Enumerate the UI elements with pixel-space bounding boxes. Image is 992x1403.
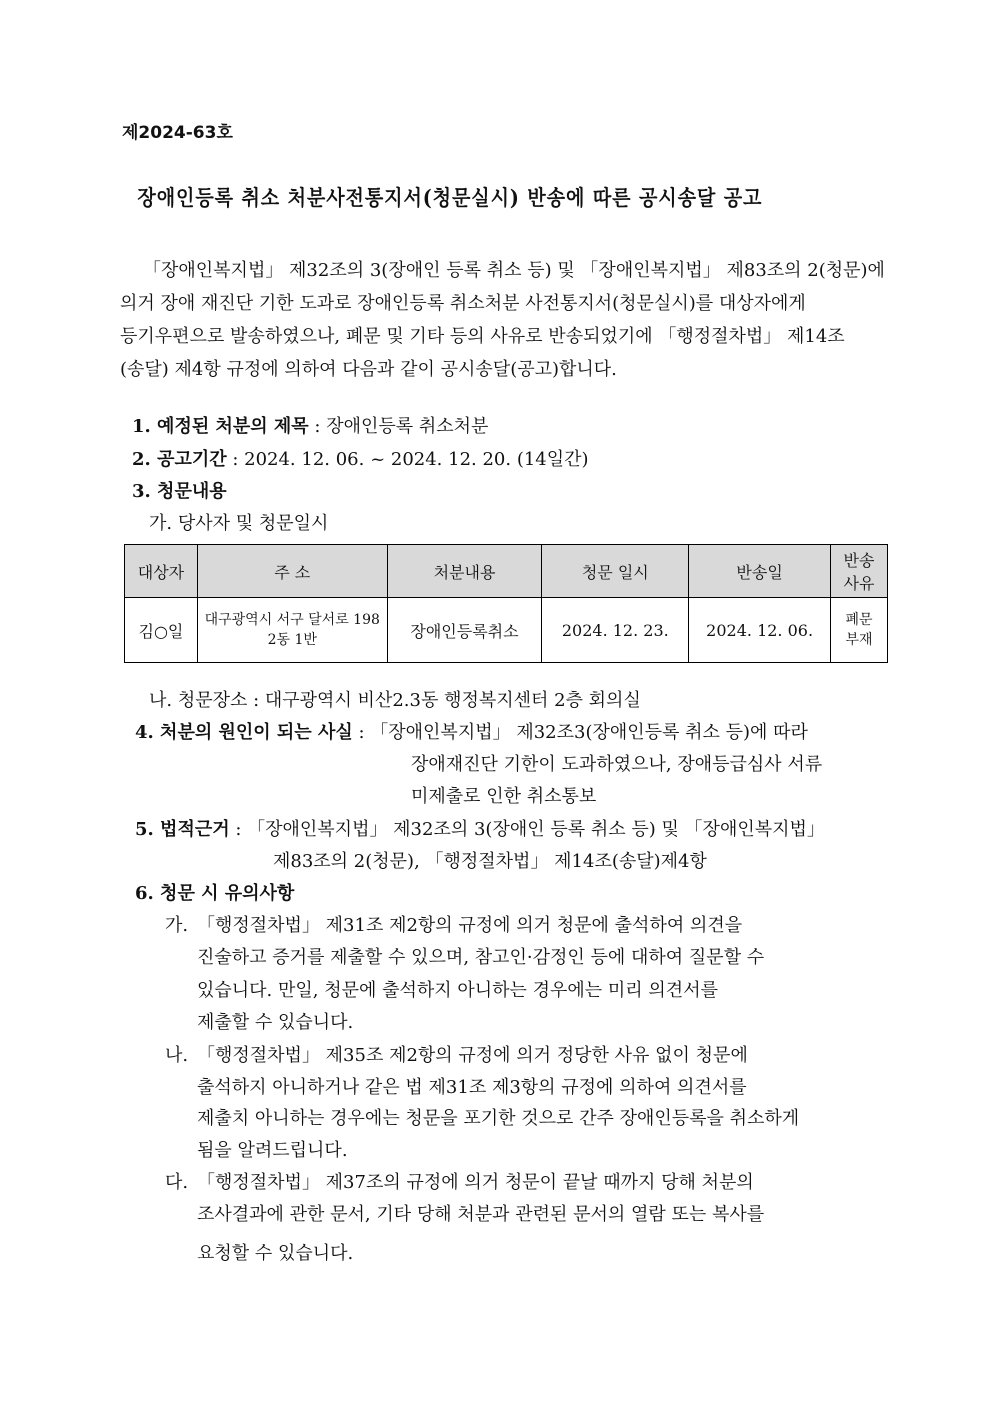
header-target: 대상자 [125,545,198,598]
note-line: 요청할 수 있습니다. [197,1243,354,1264]
document-number: 제2024-63호 [122,123,233,143]
item-2-label: 2. 공고기간 [132,449,227,470]
item-2-sep: : [226,449,245,470]
document-title: 장애인등록 취소 처분사전통지서(청문실시) 반송에 따른 공시송달 공고 [137,185,763,210]
note-line: 「행정절차법」 제35조 제2항의 규정에 의거 정당한 사유 없이 청문에 [197,1045,748,1066]
note-line: 출석하지 아니하거나 같은 법 제31조 제3항의 규정에 의하여 의견서를 [197,1077,747,1098]
cell-target: 김○일 [125,598,198,663]
note-line: 있습니다. 만일, 청문에 출석하지 아니하는 경우에는 미리 의견서를 [197,980,718,1001]
note-line: 제출할 수 있습니다. [197,1012,354,1033]
item-4-sep: : [352,722,371,743]
intro-line: 의거 장애 재진단 기한 도과로 장애인등록 취소처분 사전통지서(청문실시)를 대상자에게 [120,293,806,314]
cell-return-date: 2024. 12. 06. [689,598,831,663]
intro-line: 「장애인복지법」 제32조의 3(장애인 등록 취소 등) 및 「장애인복지법」 제83조의 2(청문)에 [143,260,885,281]
header-address: 주 소 [197,545,387,598]
note-marker: 나. [165,1045,189,1066]
item-5-line: 제83조의 2(청문), 「행정절차법」 제14조(송달)제4항 [273,851,707,872]
header-disposition: 처분내용 [387,545,542,598]
item-3-sub-b: 나. 청문장소 : 대구광역시 비산2.3동 행정복지센터 2층 회의실 [149,690,641,711]
header-hearing-date: 청문 일시 [542,545,689,598]
hearing-table [124,544,888,663]
item-3-sub-a: 가. 당사자 및 청문일시 [149,513,329,534]
cell-hearing-date: 2024. 12. 23. [542,598,689,663]
cell-address-line: 대구광역시 서구 달서로 198 [204,612,380,628]
item-3-label: 3. 청문내용 [132,481,227,502]
item-5-sep: : [229,819,248,840]
header-return-reason [831,545,888,598]
cell-return-reason-line: 부재 [845,632,873,648]
header-return-reason-line: 사유 [843,574,875,593]
item-4 [135,718,808,744]
item-2-value: 2024. 12. 06. ~ 2024. 12. 20. (14일간) [244,449,589,470]
cell-disposition: 장애인등록취소 [387,598,542,663]
item-1-sep: : [308,416,327,437]
item-4-line: 「장애인복지법」 제32조3(장애인등록 취소 등)에 따라 [370,722,808,743]
note-line: 진술하고 증거를 제출할 수 있으며, 참고인·감정인 등에 대하여 질문할 수 [197,947,765,968]
cell-return-reason-line: 폐문 [845,612,873,628]
item-5-line: 「장애인복지법」 제32조의 3(장애인 등록 취소 등) 및 「장애인복지법」 [247,819,825,840]
intro-line: (송달) 제4항 규정에 의하여 다음과 같이 공시송달(공고)합니다. [120,359,617,380]
note-marker: 다. [165,1172,189,1193]
item-1-value: 장애인등록 취소처분 [326,416,489,437]
intro-line: 등기우편으로 발송하였으나, 폐문 및 기타 등의 사유로 반송되었기에 「행정절차법」 제14조 [120,326,845,347]
note-marker: 가. [165,915,189,936]
table-row [125,598,888,663]
note-line: 조사결과에 관한 문서, 기타 당해 처분과 관련된 문서의 열람 또는 복사를 [197,1204,765,1225]
table-header-row [125,545,888,598]
cell-return-reason [831,598,888,663]
header-return-reason-line: 반송 [843,551,875,570]
cell-address-line: 2동 1반 [267,632,317,648]
item-2 [132,445,589,471]
item-6-label: 6. 청문 시 유의사항 [135,883,295,904]
item-4-line: 미제출로 인한 취소통보 [411,786,597,807]
item-5 [135,815,825,841]
note-line: 「행정절차법」 제37조의 규정에 의거 청문이 끝날 때까지 당해 처분의 [197,1172,754,1193]
note-line: 제출치 아니하는 경우에는 청문을 포기한 것으로 간주 장애인등록을 취소하게 [197,1108,800,1129]
cell-address [197,598,387,663]
header-return-date: 반송일 [689,545,831,598]
note-line: 「행정절차법」 제31조 제2항의 규정에 의거 청문에 출석하여 의견을 [197,915,743,936]
item-4-label: 4. 처분의 원인이 되는 사실 [135,722,353,743]
item-1 [132,412,488,438]
item-5-label: 5. 법적근거 [135,819,230,840]
item-4-line: 장애재진단 기한이 도과하였으나, 장애등급심사 서류 [411,754,823,775]
item-1-label: 1. 예정된 처분의 제목 [132,416,309,437]
note-line: 됨을 알려드립니다. [197,1140,348,1161]
